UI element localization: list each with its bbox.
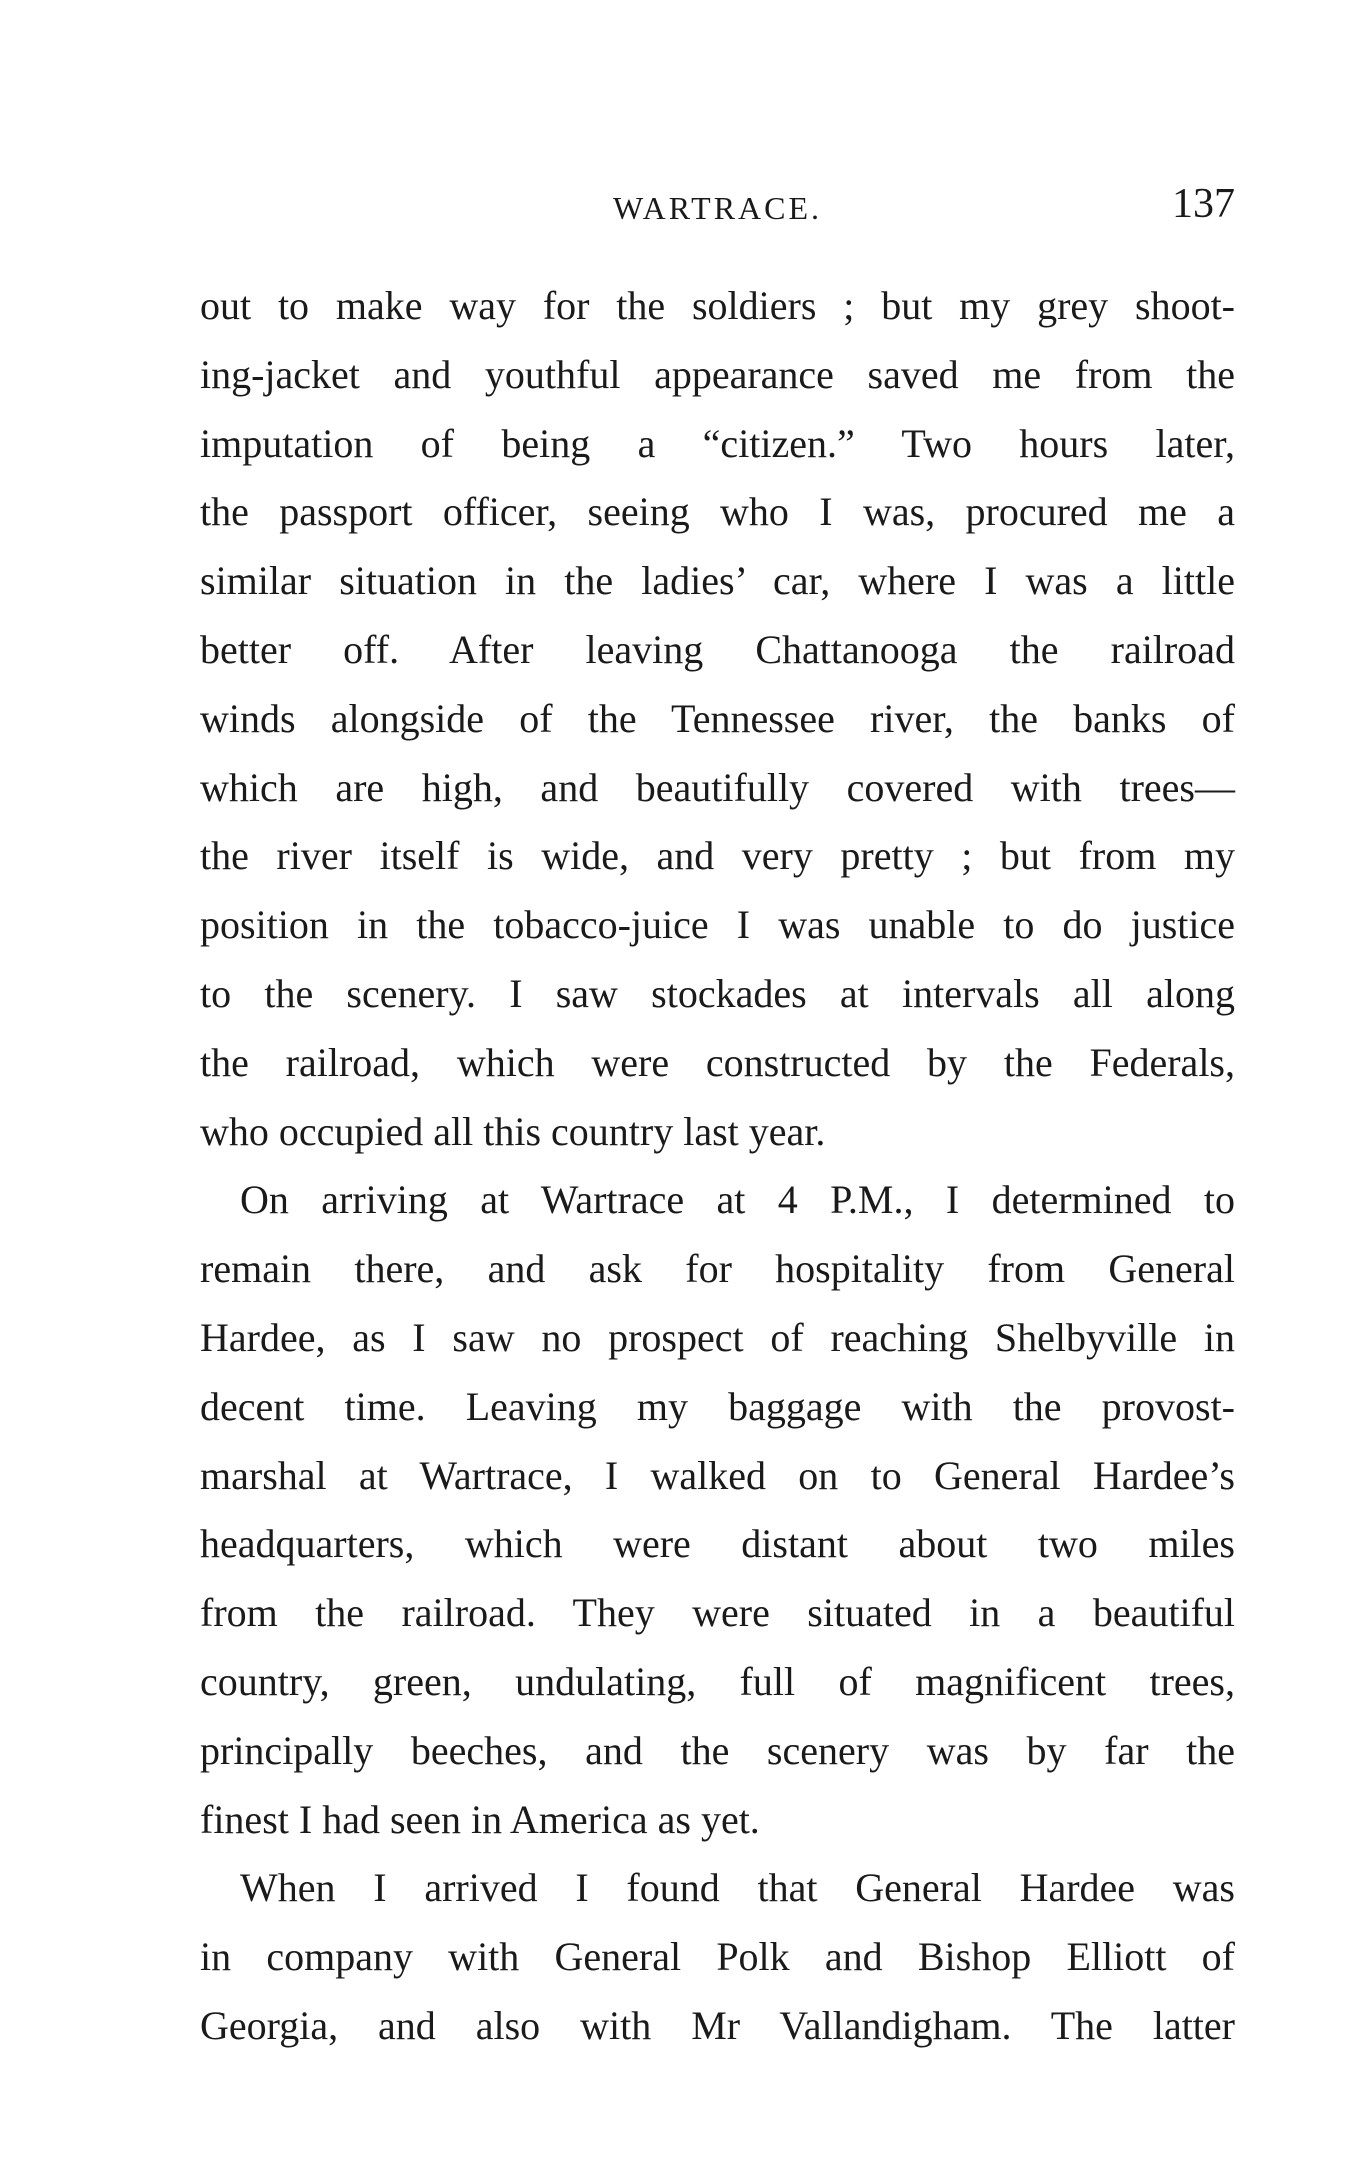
text-line: When I arrived I found that General Hardee was <box>240 1865 1235 1911</box>
text-line: the passport officer, seeing who I was, procured me a <box>200 489 1235 535</box>
text-line: ing-jacket and youthful appearance saved me from the <box>200 351 1235 397</box>
text-line: the railroad, which were constructed by the Federals, <box>200 1039 1235 1085</box>
text-line: principally beeches, and the scenery was by far the <box>200 1727 1235 1773</box>
text-line: which are high, and beautifully covered with trees— <box>200 764 1235 810</box>
text-line: the river itself is wide, and very pretty ; but from my <box>200 833 1235 879</box>
text-line: headquarters, which were distant about two miles <box>200 1521 1235 1567</box>
page-header <box>200 180 1235 240</box>
text-line: Georgia, and also with Mr Vallandigham. The latter <box>200 2002 1235 2048</box>
body-text <box>200 272 1235 2061</box>
text-line: better off. After leaving Chattanooga the railroad <box>200 626 1235 672</box>
text-line: On arriving at Wartrace at 4 P.M., I determined to <box>240 1177 1235 1223</box>
text-line: finest I had seen in America as yet. <box>200 1796 760 1842</box>
text-line: remain there, and ask for hospitality from General <box>200 1246 1235 1292</box>
page-number: 137 <box>1172 181 1235 227</box>
text-line: position in the tobacco-juice I was unable to do justice <box>200 902 1235 948</box>
text-line: similar situation in the ladies’ car, where I was a little <box>200 558 1235 604</box>
text-line: who occupied all this country last year. <box>200 1108 826 1154</box>
text-line: decent time. Leaving my baggage with the provost- <box>200 1383 1235 1429</box>
text-line: imputation of being a “citizen.” Two hours later, <box>200 420 1235 466</box>
text-line: marshal at Wartrace, I walked on to General Hardee’s <box>200 1452 1235 1498</box>
text-line: to the scenery. I saw stockades at intervals all along <box>200 970 1235 1016</box>
text-line: from the railroad. They were situated in a beautiful <box>200 1590 1235 1636</box>
text-line: in company with General Polk and Bishop Elliott of <box>200 1934 1235 1980</box>
text-line: out to make way for the soldiers ; but my grey shoot- <box>200 283 1235 328</box>
running-head: WARTRACE. <box>612 190 823 226</box>
text-line: country, green, undulating, full of magnificent trees, <box>200 1658 1235 1704</box>
text-line: winds alongside of the Tennessee river, the banks of <box>200 695 1235 741</box>
text-line: Hardee, as I saw no prospect of reaching Shelbyville in <box>200 1314 1235 1360</box>
